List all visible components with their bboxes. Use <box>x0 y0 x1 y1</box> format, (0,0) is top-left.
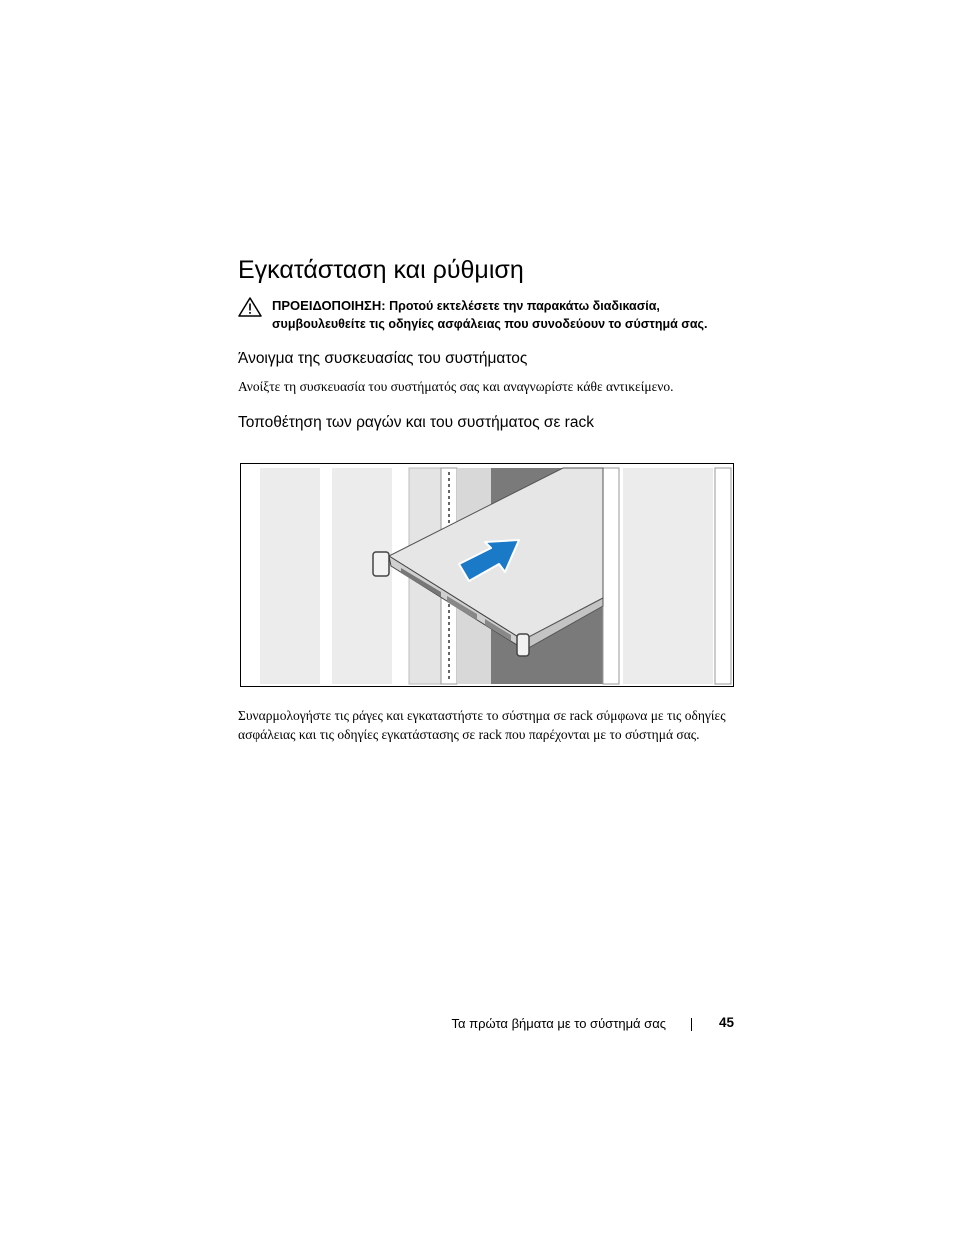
page-title: Εγκατάσταση και ρύθμιση <box>238 256 524 284</box>
warning-text: Προτού εκτελέσετε την παρακάτω διαδικασία, συμβουλευθείτε τις οδηγίες ασφάλειας που συνοδεύουν το σύστημά σας. <box>272 299 708 331</box>
warning-label: ΠΡΟΕΙΔΟΠΟΙΗΣΗ: <box>272 298 386 313</box>
warning-note <box>272 297 742 333</box>
section-body-unpacking: Ανοίξτε τη συσκευασία του συστήματός σας και αναγνωρίστε κάθε αντικείμενο. <box>238 379 674 394</box>
section-heading-unpacking: Άνοιγμα της συσκευασίας του συστήματος <box>238 350 528 367</box>
section-body-rack: Συναρμολογήστε τις ράγες και εγκαταστήστε το σύστημα σε rack σύμφωνα με τις οδηγίες ασφάλειας και τις οδηγίες εγκατάστασης σε rack που παρέχονται με το σύστημά σας. <box>238 708 726 742</box>
footer-separator <box>691 1018 692 1031</box>
rack-installation-figure <box>240 463 734 687</box>
footer-chapter-title: Τα πρώτα βήματα με το σύστημά σας <box>451 1016 666 1031</box>
rack-illustration <box>241 464 734 687</box>
page-number: 45 <box>718 1015 734 1030</box>
warning-triangle-icon <box>238 297 262 317</box>
section-heading-rack: Τοποθέτηση των ραγών και του συστήματος σε rack <box>238 414 594 431</box>
